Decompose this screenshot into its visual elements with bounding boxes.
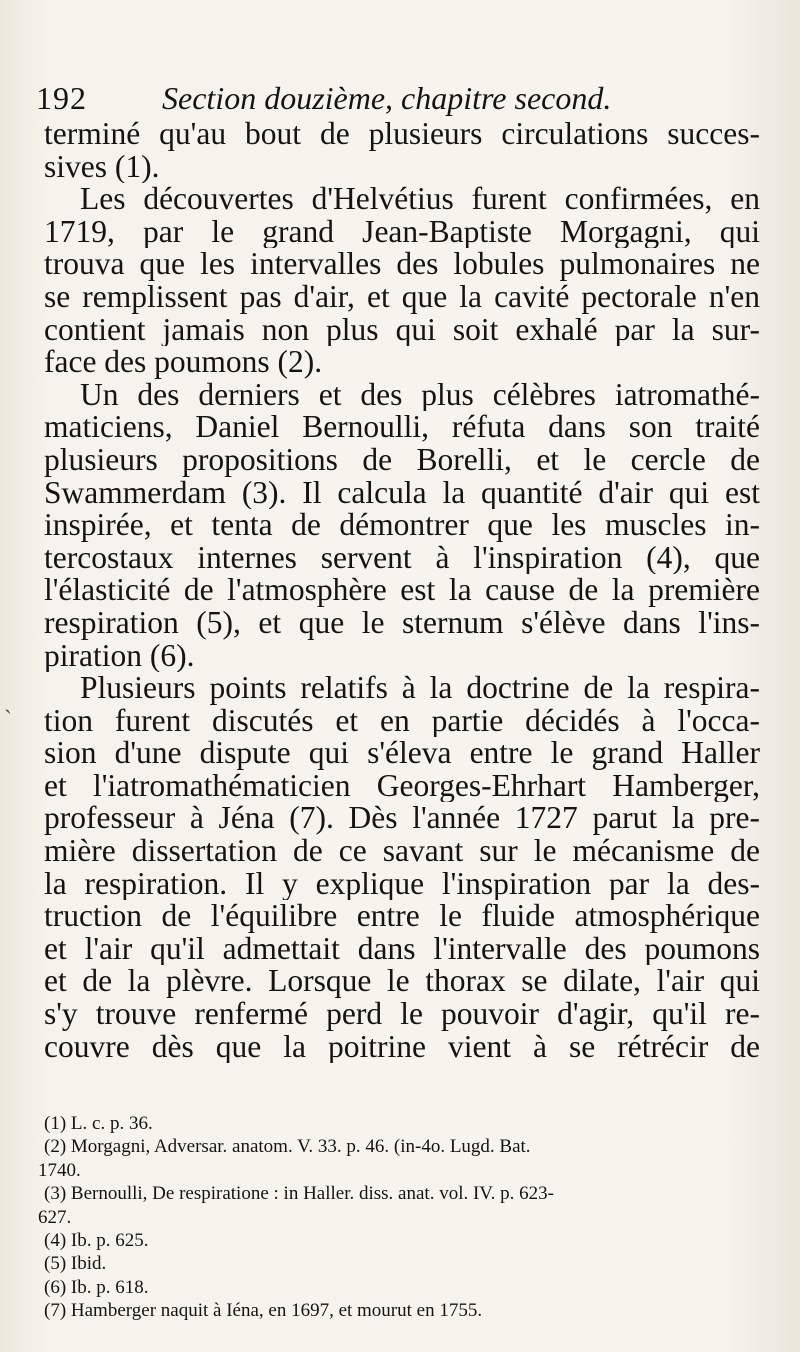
page-header bbox=[36, 78, 766, 118]
footnote-line: (3) Bernoulli, De respiratione : in Haller. diss. anat. vol. IV. p. 623- bbox=[44, 1183, 554, 1205]
text-line: tion furent discutés et en partie décidés à l'occa- bbox=[44, 704, 760, 738]
text-line: plusieurs propositions de Borelli, et le cercle de bbox=[44, 443, 760, 477]
text-line: respiration (5), et que le sternum s'élève dans l'ins- bbox=[44, 606, 760, 640]
text-line: maticiens, Daniel Bernoulli, réfuta dans son traité bbox=[44, 411, 760, 444]
footnote-line: (6) Ib. p. 618. bbox=[44, 1276, 149, 1298]
text-line: sion d'une dispute qui s'éleva entre le grand Haller bbox=[44, 737, 760, 770]
text-line: et de la plèvre. Lorsque le thorax se dilate, l'air qui bbox=[44, 965, 760, 999]
text-line: et l'air qu'il admettait dans l'intervalle des poumons bbox=[44, 932, 760, 966]
footnote-line: (1) L. c. p. 36. bbox=[44, 1113, 153, 1134]
text-line: trouva que les intervalles des lobules pulmonaires ne bbox=[44, 248, 760, 281]
text-line: se remplissent pas d'air, et que la cavité pectorale n'en bbox=[44, 280, 760, 314]
footnote-line: 627. bbox=[38, 1206, 72, 1228]
text-line: contient jamais non plus qui soit exhalé par la sur- bbox=[44, 313, 760, 347]
margin-mark-icon: ˏ bbox=[4, 686, 12, 714]
text-line: s'y trouve renfermé perd le pouvoir d'agir, qu'il re- bbox=[44, 998, 760, 1031]
text-line: couvre dès que la poitrine vient à se rétrécir de bbox=[44, 1030, 760, 1064]
text-line: l'élasticité de l'atmosphère est la cause de la première bbox=[44, 574, 760, 607]
text-line: terminé qu'au bout de plusieurs circulations succes- bbox=[44, 118, 760, 151]
text-line: sives (1). bbox=[44, 150, 160, 184]
text-line: Un des derniers et des plus célèbres iatromathé- bbox=[80, 378, 760, 412]
footnotes bbox=[38, 1112, 760, 1323]
text-line: face des poumons (2). bbox=[44, 346, 323, 379]
footnote-line: (7) Hamberger naquit à Iéna, en 1697, et mourut en 1755. bbox=[44, 1300, 483, 1322]
text-line: Swammerdam (3). Il calcula la quantité d'air qui est bbox=[44, 476, 760, 510]
footnote-line: 1740. bbox=[38, 1159, 81, 1181]
text-line: la respiration. Il y explique l'inspiration par la des- bbox=[44, 867, 760, 901]
footnote-line: (2) Morgagni, Adversar. anatom. V. 33. p. 46. (in-4o. Lugd. Bat. bbox=[44, 1136, 531, 1158]
text-line: Les découvertes d'Helvétius furent confirmées, en bbox=[80, 183, 760, 216]
text-line: professeur à Jéna (7). Dès l'année 1727 parut la pre- bbox=[44, 802, 760, 836]
text-line: 1719, par le grand Jean-Baptiste Morgagni, qui bbox=[44, 215, 760, 249]
running-head: Section douzième, chapitre second. bbox=[162, 80, 612, 116]
text-line: Plusieurs points relatifs à la doctrine de la respira- bbox=[80, 672, 760, 705]
body-text bbox=[44, 118, 760, 1063]
text-line: tercostaux internes servent à l'inspiration (4), que bbox=[44, 541, 760, 575]
page-number: 192 bbox=[36, 80, 87, 116]
text-line: piration (6). bbox=[44, 639, 195, 673]
text-line: inspirée, et tenta de démontrer que les muscles in- bbox=[44, 509, 760, 542]
footnote-line: (4) Ib. p. 625. bbox=[44, 1229, 149, 1251]
text-line: et l'iatromathématicien Georges-Ehrhart Hamberger, bbox=[44, 769, 760, 803]
text-line: truction de l'équilibre entre le fluide atmosphérique bbox=[44, 900, 760, 933]
text-line: mière dissertation de ce savant sur le mécanisme de bbox=[44, 835, 760, 868]
footnote-line: (5) Ibid. bbox=[44, 1253, 107, 1275]
